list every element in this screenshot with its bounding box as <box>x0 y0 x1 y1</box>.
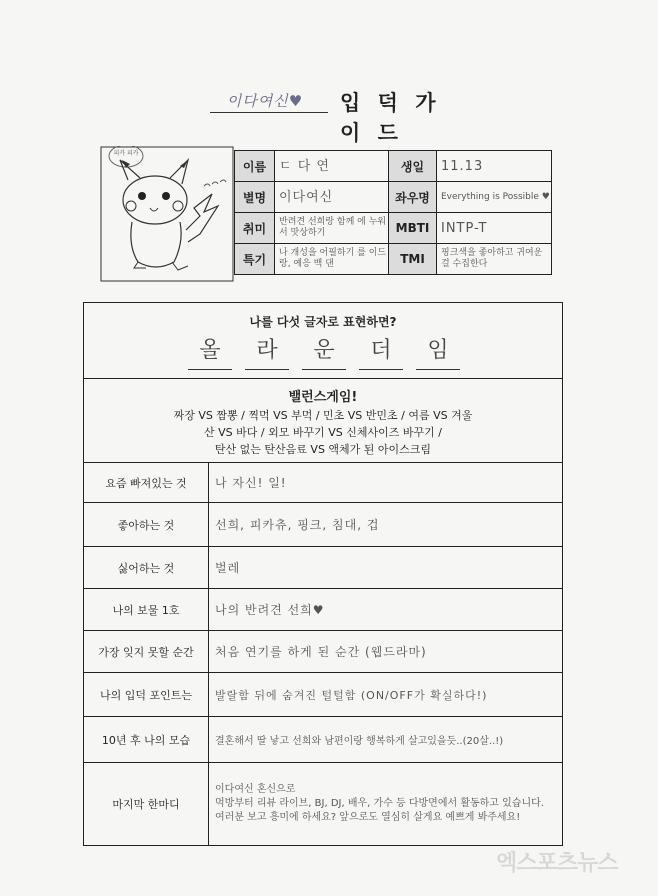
row-ten-years-later <box>84 717 562 763</box>
watermark-logo: 엑스포츠뉴스 <box>496 851 618 876</box>
five-letter-char: 더 <box>370 338 392 363</box>
row-label: 10년 후 나의 모습 <box>84 717 209 762</box>
name-value: ㄷ 다 연 <box>275 151 389 182</box>
row-label: 좋아하는 것 <box>84 503 209 546</box>
pikachu-drawing <box>100 146 234 282</box>
last-words-line: 먹방부터 리뷰 라이브, BJ, DJ, 배우, 가수 등 다방면에서 활동하고 있습니다. <box>215 798 544 809</box>
motto-value: Everything is Possible ♥ <box>437 182 552 213</box>
profile-row-talent <box>235 244 552 275</box>
row-value <box>215 763 560 845</box>
row-value: 결혼해서 딸 낳고 선희와 남편이랑 행복하게 살고있을듯..(20살..!) <box>215 736 504 747</box>
birthday-value: 11.13 <box>437 151 552 182</box>
talent-label: 특기 <box>235 244 275 275</box>
row-dislikes <box>84 547 562 589</box>
row-current-obsession <box>84 463 562 503</box>
row-label: 가장 잊지 못할 순간 <box>84 631 209 672</box>
hobby-value: 반려견 선희랑 함께 에 누워서 맛상하기 <box>275 213 389 244</box>
balance-line-1: 짜장 VS 짬뽕 / 찍먹 VS 부먹 / 민초 VS 반민초 / 여름 VS 겨울 <box>173 409 473 422</box>
letter-underline <box>416 369 460 370</box>
mbti-label: MBTI <box>389 213 437 244</box>
five-letter-char: 라 <box>256 338 278 363</box>
speech-bubble-text: 피카 피카 <box>113 150 139 157</box>
letter-underline <box>302 369 346 370</box>
profile-row-nickname <box>235 182 552 213</box>
five-letter-char: 임 <box>427 338 449 363</box>
balance-game-title: 밸런스게임! <box>288 390 358 405</box>
handwritten-name: 이다여신♥ <box>226 92 304 110</box>
row-likes <box>84 503 562 547</box>
pikachu-icon <box>100 146 234 282</box>
row-label: 마지막 한마디 <box>84 763 209 845</box>
talent-value: 나 개성을 어필하기 를 이드랑, 예응 백 댄 <box>275 244 389 275</box>
letter-underline <box>245 369 289 370</box>
last-words-line: 이다여신 혼신으로 <box>215 784 296 795</box>
nickname-label: 별명 <box>235 182 275 213</box>
row-fan-point <box>84 673 562 717</box>
row-value: 발랄함 뒤에 숨겨진 털털함 (ON/OFF가 확실하다!) <box>215 688 488 702</box>
questionnaire-form <box>83 302 563 846</box>
row-value: 나의 반려견 선희♥ <box>215 603 325 617</box>
five-letters-answer <box>184 333 464 373</box>
name-underline <box>210 112 328 113</box>
balance-game-section <box>84 379 562 463</box>
balance-line-2: 산 VS 바다 / 외모 바꾸기 VS 신체사이즈 바꾸기 / <box>204 426 442 439</box>
mbti-value: INTP-T <box>437 213 552 244</box>
nickname-value: 이다여신 <box>275 182 389 213</box>
row-label: 요즘 빠져있는 것 <box>84 463 209 502</box>
row-value: 선희, 피카츄, 핑크, 침대, 겁 <box>215 518 380 532</box>
five-letters-question: 나를 다섯 글자로 표현하면? <box>249 315 397 329</box>
row-value: 벌레 <box>215 561 241 575</box>
birthday-label: 생일 <box>389 151 437 182</box>
five-letter-char: 올 <box>199 338 221 363</box>
row-unforgettable-moment <box>84 631 562 673</box>
title-row <box>210 86 460 145</box>
row-value: 처음 연기를 하게 된 순간 (웹드라마) <box>215 645 427 659</box>
row-label: 싫어하는 것 <box>84 547 209 588</box>
row-treasure <box>84 589 562 631</box>
row-last-words <box>84 763 562 845</box>
row-value: 나 자신! 일! <box>215 476 287 490</box>
profile-row-name <box>235 151 552 182</box>
name-label: 이름 <box>235 151 275 182</box>
tmi-label: TMI <box>389 244 437 275</box>
row-label: 나의 보물 1호 <box>84 589 209 630</box>
page-title: 입 덕 가 이 드 <box>340 91 441 145</box>
hobby-label: 취미 <box>235 213 275 244</box>
motto-label: 좌우명 <box>389 182 437 213</box>
last-words-line: 여러분 보고 흥미에 하세요? 앞으로도 열심히 살게요 예쁘게 봐주세요! <box>215 812 521 823</box>
balance-line-3: 탄산 없는 탄산음료 VS 액체가 된 아이스크림 <box>214 443 432 456</box>
profile-row-hobby <box>235 213 552 244</box>
five-letters-section <box>84 303 562 379</box>
letter-underline <box>188 369 232 370</box>
row-label: 나의 입덕 포인트는 <box>84 673 209 716</box>
five-letter-char: 운 <box>313 338 335 363</box>
letter-underline <box>359 369 403 370</box>
profile-table <box>234 150 552 275</box>
tmi-value: 핑크색을 좋아하고 귀여운걸 수집한다 <box>437 244 552 275</box>
